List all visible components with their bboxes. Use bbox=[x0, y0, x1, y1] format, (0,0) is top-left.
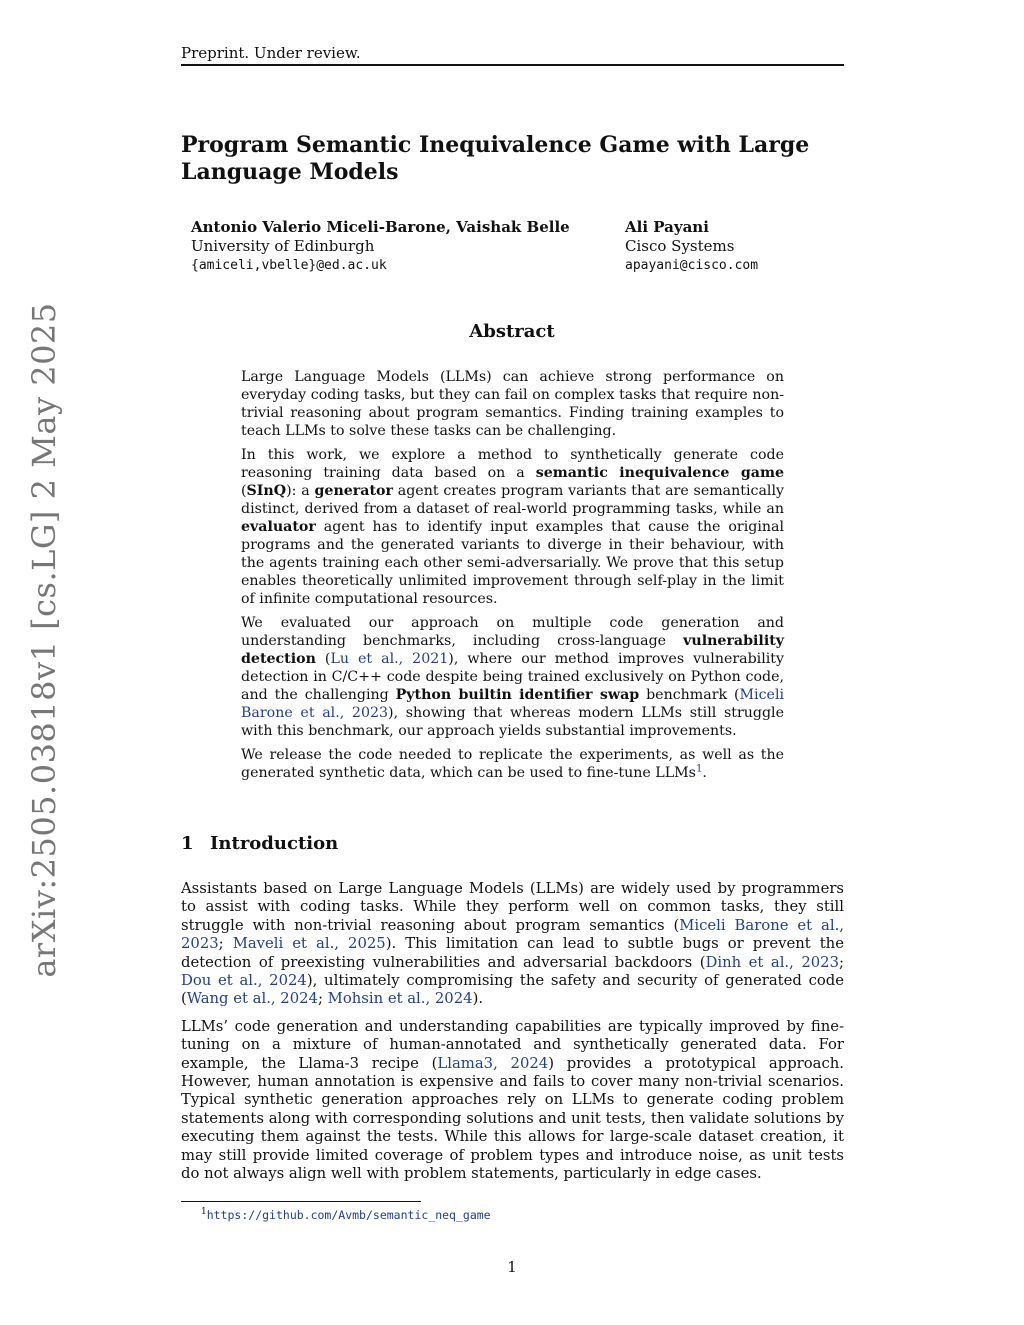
citation-link[interactable]: Lu et al., 2021 bbox=[330, 651, 449, 667]
running-head: Preprint. Under review. bbox=[181, 44, 361, 62]
key-term: vulnerability detection bbox=[241, 633, 784, 667]
author-affiliation: Cisco Systems bbox=[625, 237, 735, 255]
citation-link[interactable]: Maveli et al., 2025 bbox=[232, 935, 386, 953]
citation-link[interactable]: Dinh et al., 2023 bbox=[705, 953, 839, 971]
section-title: Introduction bbox=[210, 833, 339, 854]
citation-link[interactable]: Mohsin et al., 2024 bbox=[327, 990, 473, 1008]
author-affiliation: University of Edinburgh bbox=[191, 237, 375, 255]
section-number: 1 bbox=[181, 833, 194, 854]
author-block-1 bbox=[191, 218, 570, 275]
author-names: Antonio Valerio Miceli-Barone, Vaishak Belle bbox=[191, 218, 570, 236]
header-rule bbox=[181, 64, 844, 66]
paper-title: Program Semantic Inequivalence Game with Large Language Models bbox=[181, 132, 810, 185]
citation-link[interactable]: Llama3, 2024 bbox=[437, 1054, 549, 1072]
footnote-marker-link[interactable]: 1 bbox=[695, 763, 703, 775]
citation-link[interactable]: Wang et al., 2024 bbox=[186, 990, 318, 1008]
key-term: SInQ bbox=[246, 483, 287, 499]
citation-link[interactable]: Miceli Barone et al., 2023 bbox=[241, 687, 785, 721]
citation-link[interactable]: Dou et al., 2024 bbox=[181, 972, 307, 990]
key-term: Python builtin identifier swap bbox=[395, 687, 640, 703]
page-number: 1 bbox=[507, 1258, 517, 1276]
footnote-rule bbox=[181, 1201, 421, 1202]
arxiv-identifier-stamp: arXiv:2505.03818v1 [cs.LG] 2 May 2025 bbox=[25, 302, 63, 978]
abstract-body bbox=[241, 368, 784, 788]
author-names: Ali Payani bbox=[625, 218, 709, 236]
abstract-paragraph-3: We evaluated our approach on multiple code generation and understanding benchmarks, including cross-language vulnerability detection (Lu et al., 2021), where our method improves vulnerability detection in C/C++ code despite being trained exclusively on Python code, and the challenging Python builtin identifier swap benchmark (Miceli Barone et al., 2023), showing that whereas modern LLMs still struggle with this benchmark, our approach yields substantial improvements. bbox=[241, 615, 785, 739]
key-term: semantic inequivalence game bbox=[535, 465, 784, 481]
intro-paragraph-2: LLMs’ code generation and understanding capabilities are typically improved by fine-tuning on a mixture of human-annotated and synthetically generated data. For example, the Llama-3 recipe (Llama3, 2024) provides a prototypical approach. However, human annotation is expensive and fails to cover many non-trivial scenarios. Typical synthetic generation approaches rely on LLMs to generate coding problem statements along with corresponding solutions and unit tests, then validate solutions by executing them against the tests. While this allows for large-scale dataset creation, it may still provide limited coverage of problem types and introduce noise, as unit tests do not always align well with problem statements, particularly in edge cases. bbox=[181, 1017, 844, 1183]
abstract-paragraph-2: In this work, we explore a method to synthetically generate code reasoning training data based on a semantic inequivalence game (SInQ): a generator agent creates program variants that are semantically distinct, derived from a dataset of real-world programming tasks, while an evaluator agent has to identify input examples that cause the original programs and the generated variants to diverge in their behaviour, with the agents training each other semi-adversarially. We prove that this setup enables theoretically unlimited improvement through self-play in the limit of infinite computational resources. bbox=[241, 447, 784, 607]
footnote bbox=[201, 1208, 491, 1222]
author-block-2 bbox=[625, 218, 758, 275]
footnote-mark: 1 bbox=[201, 1207, 207, 1217]
author-email: {amiceli,vbelle}@ed.ac.uk bbox=[191, 258, 387, 273]
abstract-paragraph-1: Large Language Models (LLMs) can achieve strong performance on everyday coding tasks, but they can fail on complex tasks that require non-trivial reasoning about program semantics. Finding training examples to teach LLMs to solve these tasks can be challenging. bbox=[241, 369, 784, 439]
key-term: evaluator bbox=[241, 519, 316, 535]
introduction-body bbox=[181, 880, 844, 1193]
abstract-heading: Abstract bbox=[469, 321, 555, 342]
footnote-url-link[interactable]: https://github.com/Avmb/semantic_neq_game bbox=[206, 1208, 491, 1222]
citation-link[interactable]: Miceli Barone et al., 2023 bbox=[181, 916, 844, 953]
section-heading bbox=[181, 833, 338, 854]
abstract-paragraph-4: We release the code needed to replicate the experiments, as well as the generated synthetic data, which can be used to fine-tune LLMs$^1$. bbox=[241, 747, 784, 781]
intro-paragraph-1: Assistants based on Large Language Models (LLMs) are widely used by programmers to assist with coding tasks. While they perform well on common tasks, they still struggle with non-trivial reasoning about program semantics (Miceli Barone et al., 2023; Maveli et al., 2025). This limitation can lead to subtle bugs or prevent the detection of preexisting vulnerabilities and adversarial backdoors (Dinh et al., 2023; Dou et al., 2024), ultimately compromising the safety and security of generated code (Wang et al., 2024; Mohsin et al., 2024). bbox=[181, 880, 845, 1008]
author-email: apayani@cisco.com bbox=[625, 258, 759, 273]
key-term: generator bbox=[314, 483, 393, 499]
